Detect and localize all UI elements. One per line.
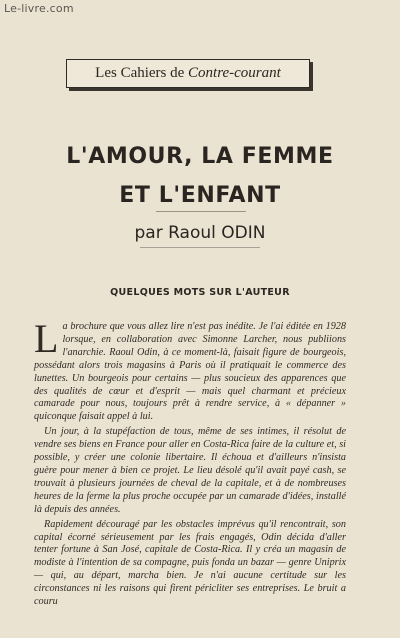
- drop-cap: L: [34, 316, 59, 361]
- body-text: [34, 316, 346, 611]
- series-name: Contre-courant: [188, 65, 281, 81]
- watermark: Le-livre.com: [4, 2, 74, 15]
- paragraph: [34, 316, 346, 424]
- paragraph-text: a brochure que vous allez lire n'est pas inédite. Je l'ai éditée en 1928 lorsque, en collaboration avec Simonne Larcher, nous publiions l'anarchie. Raoul Odin, à ce moment-là, faisait figure de bourgeois, possédant alors trois magasins à Paris où il pratiquait le commerce des lunettes. Un bourgeois pour certains — plus soucieux des apparences que des qualités de cœur et d'esprit — mais quel charmant et précieux camarade pour nous, toujours prêt à rendre service, à « dépanner » quiconque faisait appel à lui.: [34, 321, 346, 423]
- author-underline: [140, 247, 260, 248]
- title-divider: [156, 211, 246, 212]
- series-banner: [66, 59, 310, 88]
- author-byline: par Raoul ODIN: [134, 223, 266, 243]
- title-line-2: ET L'ENFANT: [119, 183, 281, 208]
- paragraph: Un jour, à la stupéfaction de tous, même de ses intimes, il résolut de vendre ses biens en France pour aller en Costa-Rica faire de la culture et, si possible, y créer une colonie libertaire. Il échoua et d'ailleurs n'insista guère pour mener à bien ce projet. Le lieu désolé qu'il avait payé cash, se trouvait à plusieurs journées de cheval de la capitale, et à de nombreuses heures de la ferme la plus proche occupée par un camarade d'idées, installé là depuis des années.: [34, 426, 346, 515]
- series-prefix: Les Cahiers de: [95, 65, 185, 81]
- section-heading: QUELQUES MOTS SUR L'AUTEUR: [110, 287, 290, 298]
- paragraph: Rapidement découragé par les obstacles imprévus qu'il rencontrait, son capital écorné sérieusement par les frais engagés, Odin décida d'aller tenter fortune à San José, capitale de Costa-Rica. Il y créa un magasin de modiste à l'intention de sa compagne, puis fonda un bazar — genre Uniprix — qui, au départ, marcha bien. Je n'ai aucune certitude sur les circonstances ni les raisons qui firent péricliter ses entreprises. Le bruit a couru: [34, 518, 346, 608]
- title-line-1: L'AMOUR, LA FEMME: [66, 144, 334, 169]
